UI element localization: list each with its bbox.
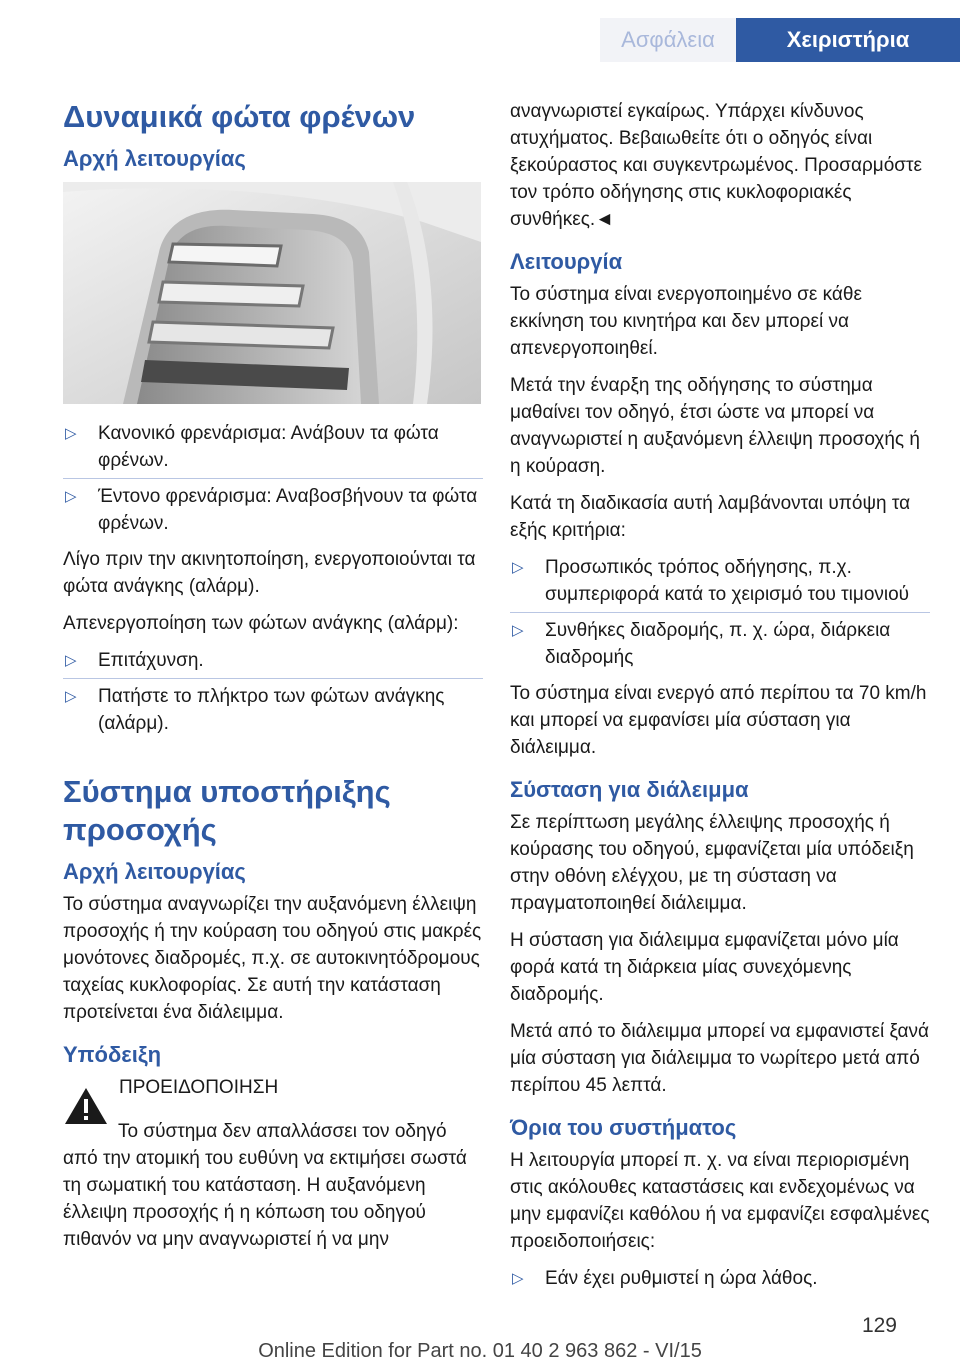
warning-icon [63,1086,109,1126]
limits-list [510,1265,930,1292]
bullet-arrow-icon: ▷ [512,559,524,576]
paragraph: Το σύστημα αναγνωρίζει την αυξανόμενη έλλειψη προσοχής ή την κούραση του οδηγού στις μακρές μονότονες διαδρομές, π.χ. σε αυτοκινητόδρομους ταχείας κυκλοφορίας. Σε αυτή την κατάσταση προτείνεται ένα διάλειμμα. [63,894,482,1023]
paragraph: Το σύστημα είναι ενεργό από περίπου τα 70 km/h και μπορεί να εμφανίσει μία σύσταση για διάλειμμα. [510,683,927,758]
brake-light-photo [63,182,481,404]
page-number: 129 [861,1314,897,1337]
paragraph: Μετά από το διάλειμμα μπορεί να εμφανιστεί ξανά μία σύσταση για διάλειμμα το νωρίτερο μετά από περίπου 45 λεπτά. [510,1021,929,1096]
list-item [63,483,483,537]
left-column [63,98,483,1263]
alarm-off-list [63,647,483,737]
subheading-function: Λειτουργία [510,249,623,274]
subheading-note: Υπόδειξη [63,1042,162,1067]
right-column [510,98,930,1301]
list-item-text: Κανονικό φρενάρισμα: Ανάβουν τα φώτα φρένων. [98,423,439,471]
list-item [510,617,930,671]
tab-controls[interactable]: Χειριστήρια [736,18,960,62]
paragraph: Μετά την έναρξη της οδήγησης το σύστημα μαθαίνει τον οδηγό, έτσι ώστε να μπορεί να αναγνωριστεί η αυξανόμενη έλλειψη προσοχής ή η κούραση. [510,375,920,477]
list-item-text: Συνθήκες διαδρομής, π. χ. ώρα, διάρκεια διαδρομής [545,620,891,668]
paragraph: Η λειτουργία μπορεί π. χ. να είναι περιορισμένη στις ακόλουθες καταστάσεις και ενδεχομένως να μην εμφανίζει καθόλου ή να εμφανίζει εσφαλμένες προειδοποιήσεις: [510,1150,930,1252]
subheading-principle: Αρχή λειτουργίας [63,146,246,171]
warning-text [119,1074,278,1107]
subheading-break: Σύσταση για διάλειμμα [510,777,749,802]
bullet-arrow-icon: ▷ [65,425,77,442]
bullet-arrow-icon: ▷ [65,688,77,705]
section-tabs [600,18,960,62]
tab-safety[interactable]: Ασφάλεια [600,18,736,62]
warning-body: Το σύστημα δεν απαλλάσσει τον οδηγό από την ατομική του ευθύνη να εκτιμήσει σωστά τη σωματική του κατάσταση. Η αυξανόμενη έλλειψη προσοχής ή η κόπωση του οδηγού πιθανόν να μην αναγνωριστεί ή να μην [63,1121,467,1250]
list-item [510,1265,930,1292]
list-item-text: Πατήστε το πλήκτρο των φώτων ανάγκης (αλάρμ). [98,686,445,734]
subheading-principle: Αρχή λειτουργίας [63,859,246,884]
page-title: Δυναμικά φώτα φρένων [63,99,416,134]
list-item-text: Έντονο φρενάρισμα: Αναβοσβήνουν τα φώτα φρένων. [98,486,478,534]
edition-footer: Online Edition for Part no. 01 40 2 963 862 - VI/15 [258,1340,702,1362]
paragraph: Κατά τη διαδικασία αυτή λαμβάνονται υπόψη τα εξής κριτήρια: [510,493,911,541]
list-item [63,683,483,737]
list-item-text: Εάν έχει ρυθμιστεί η ώρα λάθος. [545,1268,818,1289]
list-divider [63,478,483,479]
paragraph: Απενεργοποίηση των φώτων ανάγκης (αλάρμ): [63,613,459,634]
subheading-limits: Όρια του συστήματος [510,1115,737,1140]
bullet-arrow-icon: ▷ [65,652,77,669]
paragraph: Το σύστημα είναι ενεργοποιημένο σε κάθε εκκίνηση του κινητήρα και δεν μπορεί να απενεργοποιηθεί. [510,284,862,359]
list-item [63,647,483,674]
list-divider [510,612,930,613]
list-item [63,420,483,474]
list-item-text: Επιτάχυνση. [98,650,204,671]
paragraph: Σε περίπτωση μεγάλης έλλειψης προσοχής ή κούρασης του οδηγού, εμφανίζεται μία υπόδειξη στην οθόνη ελέγχου, με τη σύσταση να πραγματοποιηθεί διάλειμμα. [510,812,914,914]
criteria-list [510,554,930,671]
bullet-arrow-icon: ▷ [512,622,524,639]
warning-continued: αναγνωριστεί εγκαίρως. Υπάρχει κίνδυνος ατυχήματος. Βεβαιωθείτε ότι ο οδηγός είναι ξεκούραστος και συγκεντρωμένος. Προσαρμόστε τον τρόπο οδήγησης στις κυκλοφοριακές συνθήκες.◄ [510,101,922,230]
paragraph: Η σύσταση για διάλειμμα εμφανίζεται μόνο μία φορά κατά τη διάρκεια μίας συνεχόμενης διαδρομής. [510,930,899,1005]
bullet-arrow-icon: ▷ [65,488,77,505]
bullet-arrow-icon: ▷ [512,1270,524,1287]
braking-list [63,420,483,537]
list-item-text: Προσωπικός τρόπος οδήγησης, π.χ. συμπεριφορά κατά το χειρισμό του τιμονιού [545,557,910,605]
list-item [510,554,930,608]
warning-heading: ΠΡΟΕΙΔΟΠΟΙΗΣΗ [119,1077,279,1098]
section-title: Σύστημα υποστήριξης προσοχής [63,774,391,847]
paragraph: Λίγο πριν την ακινητοποίηση, ενεργοποιούνται τα φώτα ανάγκης (αλάρμ). [63,549,476,597]
list-divider [63,678,483,679]
